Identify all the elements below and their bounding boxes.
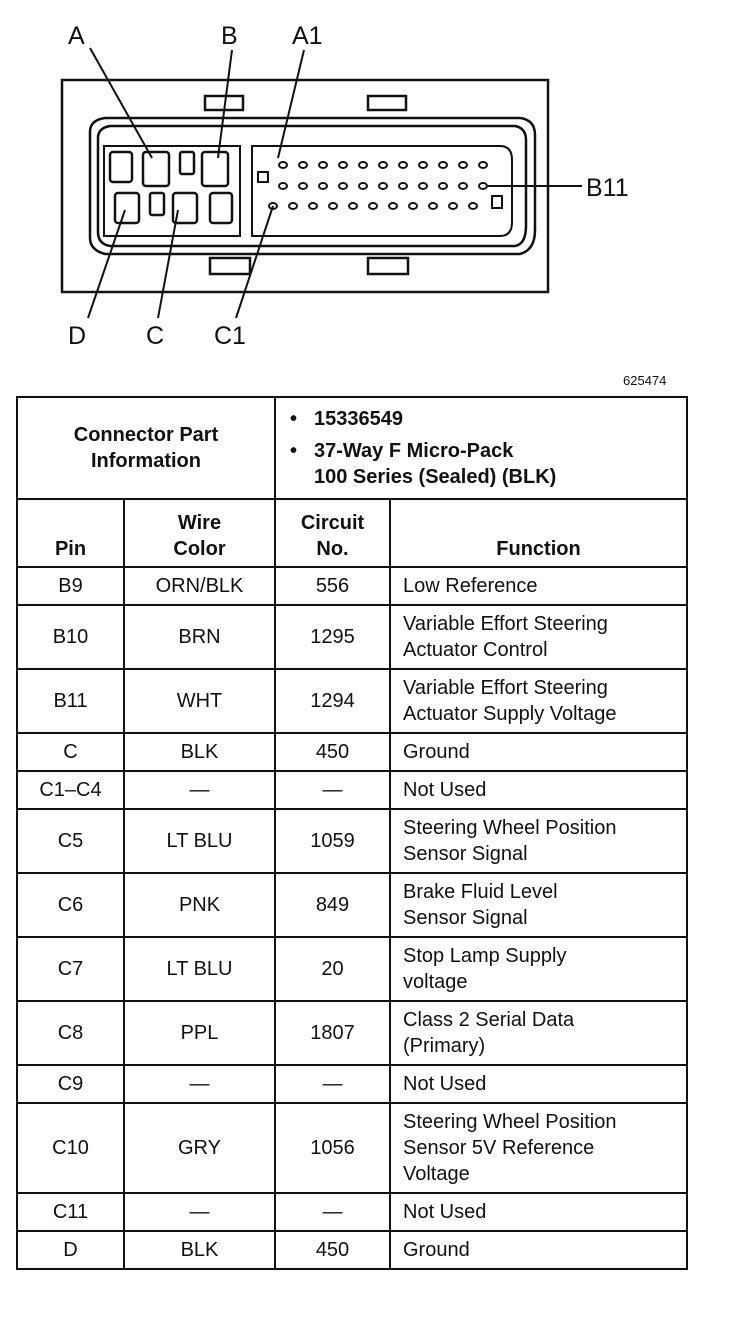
connector-info-details (275, 397, 687, 499)
wire-color-cell: LT BLU (124, 937, 275, 1001)
callout-c1: C1 (214, 322, 246, 350)
wire-color-cell: PNK (124, 873, 275, 937)
function-line: Actuator Supply Voltage (403, 703, 617, 725)
circuit-cell: 1056 (275, 1103, 390, 1193)
connector-part-number: 15336549 (314, 408, 403, 430)
wire-color-cell: ORN/BLK (124, 567, 275, 605)
table-row (17, 1231, 687, 1269)
pin-cell: C9 (17, 1065, 124, 1103)
keying-rib (258, 172, 268, 182)
terminal-row-c (269, 203, 477, 209)
function-line: Low Reference (403, 575, 538, 597)
circuit-cell: — (275, 1193, 390, 1231)
connector-housing (62, 80, 548, 292)
function-line: Actuator Control (403, 639, 548, 661)
function-cell (390, 567, 687, 605)
function-line: Voltage (403, 1163, 470, 1185)
function-line: Stop Lamp Supply (403, 945, 567, 967)
function-line: voltage (403, 971, 468, 993)
pin-cell: C7 (17, 937, 124, 1001)
circuit-cell: 1294 (275, 669, 390, 733)
bullet-icon: • (290, 440, 298, 462)
function-cell (390, 605, 687, 669)
terminal-cavity (150, 193, 164, 215)
function-line: Class 2 Serial Data (403, 1009, 575, 1031)
wire-color-cell: LT BLU (124, 809, 275, 873)
connector-info-label-line1: Connector Part (73, 424, 219, 446)
terminal-cavity-d (115, 193, 139, 223)
function-line: Not Used (403, 779, 487, 801)
callout-a: A (68, 22, 85, 50)
table-row (17, 605, 687, 669)
table-row (17, 1065, 687, 1103)
terminal-cavity (210, 193, 232, 223)
leader-line-a (90, 48, 152, 158)
header-wire-color-line2: Color (173, 538, 226, 560)
pin-cell: B10 (17, 605, 124, 669)
pin-cell: C6 (17, 873, 124, 937)
small-terminal-rows (258, 162, 502, 209)
function-line: Not Used (403, 1073, 487, 1095)
callout-b: B (221, 22, 238, 50)
function-line: Brake Fluid Level (403, 881, 558, 903)
callout-d: D (68, 322, 87, 350)
table-row (17, 937, 687, 1001)
function-line: Ground (403, 741, 470, 763)
wire-color-cell: BLK (124, 733, 275, 771)
leader-line-d (88, 210, 125, 318)
function-cell (390, 669, 687, 733)
leader-line-c (158, 210, 178, 318)
wire-color-cell: — (124, 771, 275, 809)
function-cell (390, 873, 687, 937)
function-cell (390, 1001, 687, 1065)
wire-color-cell: WHT (124, 669, 275, 733)
wire-color-cell: — (124, 1193, 275, 1231)
function-line: Variable Effort Steering (403, 613, 608, 635)
top-tab-right (368, 96, 406, 110)
header-circuit-no (275, 499, 390, 567)
bullet-icon: • (290, 408, 298, 430)
table-row (17, 873, 687, 937)
pin-cell: D (17, 1231, 124, 1269)
header-circuit-line1: Circuit (300, 512, 365, 534)
callout-b11: B11 (586, 174, 629, 202)
function-cell (390, 1193, 687, 1231)
function-line: (Primary) (403, 1035, 486, 1057)
terminal-row-b (279, 183, 487, 189)
function-cell (390, 937, 687, 1001)
circuit-cell: — (275, 771, 390, 809)
header-function (390, 499, 687, 567)
terminal-cavity-b (202, 152, 228, 186)
connector-pin-table (16, 396, 688, 1270)
function-line: Sensor Signal (403, 843, 528, 865)
bottom-tab-left (210, 258, 250, 274)
function-line: Steering Wheel Position (403, 1111, 617, 1133)
wire-color-cell: GRY (124, 1103, 275, 1193)
terminal-cavity-a (143, 152, 169, 186)
function-cell (390, 771, 687, 809)
pin-rows (17, 567, 687, 1269)
connector-description-line1: 37-Way F Micro-Pack (314, 440, 514, 462)
function-line: Not Used (403, 1201, 487, 1223)
table-row (17, 567, 687, 605)
terminal-cavity (110, 152, 132, 182)
table-header-row (17, 499, 687, 567)
callout-c: C (146, 322, 165, 350)
table-row (17, 771, 687, 809)
header-pin-label: Pin (54, 538, 87, 560)
callout-a1: A1 (292, 22, 323, 50)
function-line: Steering Wheel Position (403, 817, 617, 839)
leader-line-b (218, 50, 232, 158)
keying-rib (492, 196, 502, 208)
header-pin (17, 499, 124, 567)
wire-color-cell: BRN (124, 605, 275, 669)
pin-cell: C (17, 733, 124, 771)
pin-cell: B11 (17, 669, 124, 733)
header-wire-color-line1: Wire (177, 512, 222, 534)
wire-color-cell: BLK (124, 1231, 275, 1269)
circuit-cell: 849 (275, 873, 390, 937)
bottom-tab-right (368, 258, 408, 274)
circuit-cell: 1059 (275, 809, 390, 873)
pin-cell: C10 (17, 1103, 124, 1193)
function-line: Variable Effort Steering (403, 677, 608, 699)
circuit-cell: 1807 (275, 1001, 390, 1065)
connector-info-label-line2: Information (91, 450, 201, 472)
connector-info-row (17, 397, 687, 499)
function-cell (390, 809, 687, 873)
wire-color-cell: PPL (124, 1001, 275, 1065)
leader-line-c1 (236, 206, 273, 318)
function-line: Sensor Signal (403, 907, 528, 929)
table-row (17, 669, 687, 733)
connector-description-line2: 100 Series (Sealed) (BLK) (314, 466, 557, 488)
pin-cell: C8 (17, 1001, 124, 1065)
header-wire-color (124, 499, 275, 567)
terminal-cavity (180, 152, 194, 174)
header-circuit-line2: No. (316, 538, 349, 560)
function-line: Ground (403, 1239, 470, 1261)
pin-cell: C5 (17, 809, 124, 873)
connector-diagram (0, 0, 736, 390)
pin-cell: B9 (17, 567, 124, 605)
function-line: Sensor 5V Reference (403, 1137, 595, 1159)
table-row (17, 1193, 687, 1231)
terminal-row-a (279, 162, 487, 168)
function-cell (390, 733, 687, 771)
wire-color-cell: — (124, 1065, 275, 1103)
pin-cell: C11 (17, 1193, 124, 1231)
circuit-cell: — (275, 1065, 390, 1103)
function-cell (390, 1103, 687, 1193)
circuit-cell: 450 (275, 1231, 390, 1269)
header-function-label: Function (496, 538, 581, 560)
pin-cell: C1–C4 (17, 771, 124, 809)
table-row (17, 1103, 687, 1193)
circuit-cell: 556 (275, 567, 390, 605)
table-row (17, 733, 687, 771)
figure-id: 625474 (623, 373, 667, 388)
table-row (17, 1001, 687, 1065)
circuit-cell: 1295 (275, 605, 390, 669)
connector-info-label (17, 397, 275, 499)
function-cell (390, 1231, 687, 1269)
function-cell (390, 1065, 687, 1103)
table-row (17, 809, 687, 873)
leader-line-a1 (278, 50, 304, 158)
small-cavity-block (252, 146, 512, 236)
circuit-cell: 20 (275, 937, 390, 1001)
circuit-cell: 450 (275, 733, 390, 771)
